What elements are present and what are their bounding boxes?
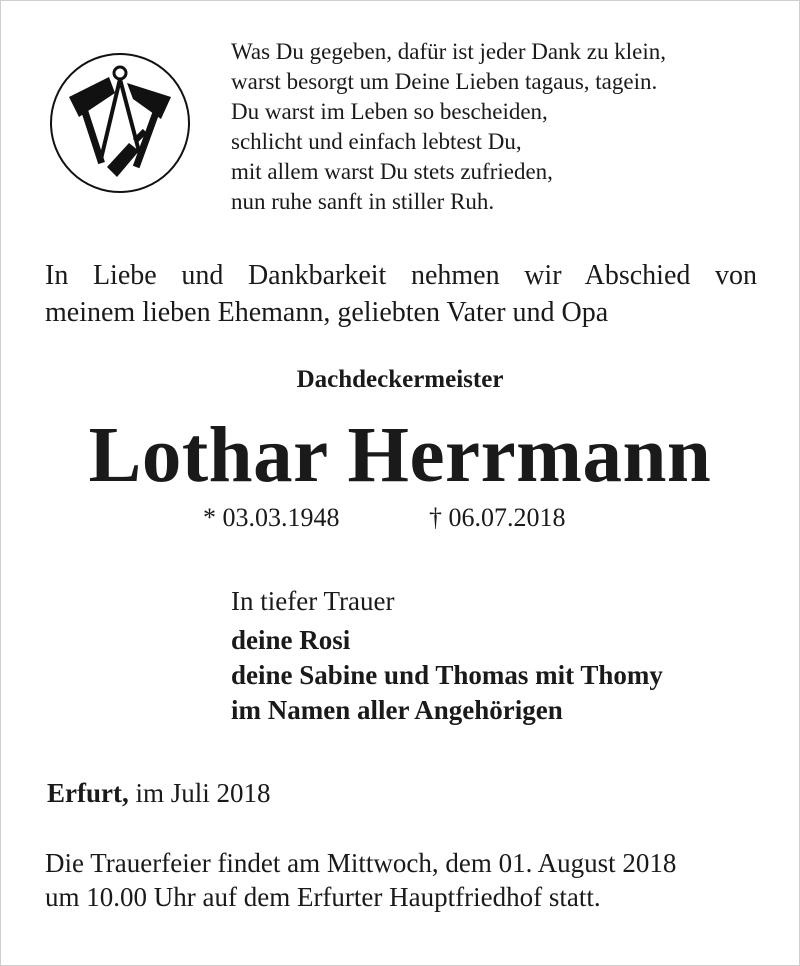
poem-line: warst besorgt um Deine Lieben tagaus, tagein.	[231, 69, 658, 94]
place-and-date	[47, 778, 271, 809]
mourner-name: deine Sabine und Thomas mit Thomy	[231, 660, 663, 690]
mourning-lead: In tiefer Trauer	[231, 586, 395, 616]
mourner-names	[231, 623, 663, 728]
farewell-intro	[45, 257, 757, 331]
intro-line: meinem lieben Ehemann, geliebten Vater und Opa	[45, 297, 609, 328]
roofer-guild-emblem-icon	[49, 47, 191, 199]
poem-line: Du warst im Leben so bescheiden,	[231, 99, 548, 124]
memorial-poem	[231, 37, 666, 217]
birth-date: * 03.03.1948	[203, 503, 340, 532]
deceased-occupation: Dachdeckermeister	[296, 366, 504, 393]
service-line: um 10.00 Uhr auf dem Erfurter Hauptfriedhof statt.	[45, 882, 601, 912]
place-date: im Juli 2018	[135, 778, 271, 808]
deceased-name: Lothar Herrmann	[88, 412, 712, 499]
intro-line: In Liebe und Dankbarkeit nehmen wir Abschied von	[45, 260, 757, 291]
mourner-name: deine Rosi	[231, 625, 351, 655]
poem-line: mit allem warst Du stets zufrieden,	[231, 159, 553, 184]
poem-line: schlicht und einfach lebtest Du,	[231, 129, 522, 154]
poem-line: nun ruhe sanft in stiller Ruh.	[231, 189, 495, 214]
funeral-service-info	[45, 846, 757, 914]
death-date: † 06.07.2018	[429, 503, 566, 532]
service-line: Die Trauerfeier findet am Mittwoch, dem 01. August 2018	[45, 848, 677, 878]
mourners-block	[231, 583, 663, 728]
place-city: Erfurt,	[47, 778, 129, 808]
mourner-name: im Namen aller Angehörigen	[231, 695, 563, 725]
poem-line: Was Du gegeben, dafür ist jeder Dank zu klein,	[231, 39, 667, 64]
